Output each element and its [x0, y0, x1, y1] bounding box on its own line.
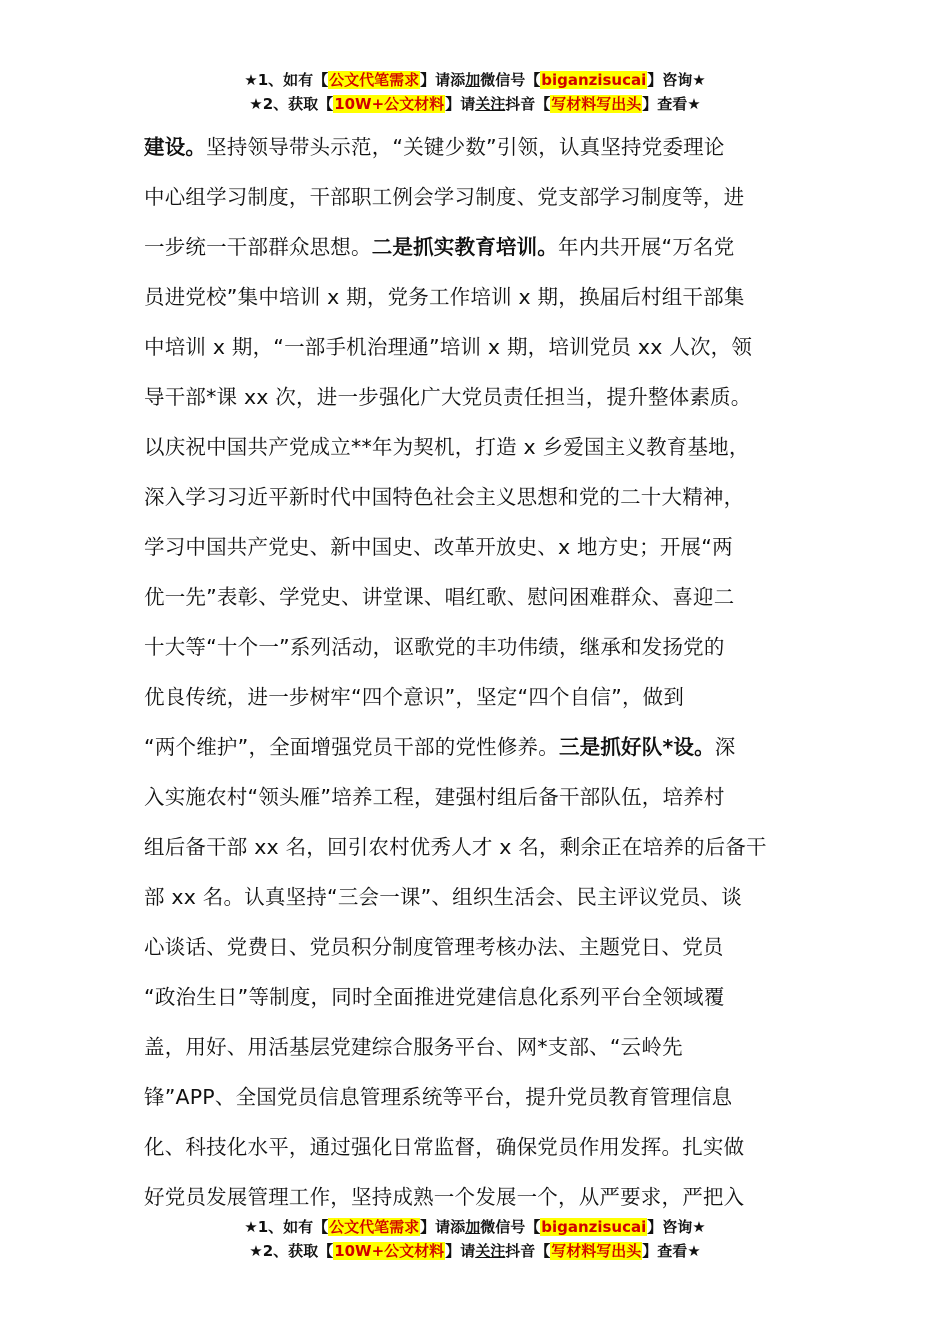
- body-line: [144, 322, 808, 372]
- body-line: [144, 772, 808, 822]
- body-line: [144, 172, 808, 222]
- banner-underlined: 加: [465, 71, 481, 89]
- body-line: [144, 672, 808, 722]
- text-run: 组后备干部 xx 名，回引农村优秀人才 x 名，剩余正在培养的后备干: [144, 835, 767, 859]
- text-run: 深: [714, 735, 736, 759]
- text-run: 入实施农村“领头雁”培养工程，建强村组后备干部队伍，培养村: [144, 785, 725, 809]
- text-run: “政治生日”等制度，同时全面推进党建信息化系列平台全领域覆: [144, 985, 725, 1009]
- banner-highlight: biganzisucai: [541, 1218, 647, 1236]
- text-run: 以庆祝中国共产党成立**年为契机，打造 x 乡爱国主义教育基地，: [144, 435, 750, 459]
- banner-text: ★1、如有【: [244, 1218, 329, 1236]
- banner-text: 】查看★: [642, 95, 701, 113]
- banner-text: 微信号【: [480, 71, 541, 89]
- body-line: [144, 722, 808, 772]
- banner-text: 】请添: [420, 1218, 466, 1236]
- banner-text: 】查看★: [642, 1242, 701, 1260]
- banner-line-2: [0, 92, 950, 116]
- text-run: 锋”APP、全国党员信息管理系统等平台，提升党员教育管理信息: [144, 1085, 733, 1109]
- banner-highlight: 10W+公文材料: [334, 1242, 445, 1260]
- text-run: 中培训 x 期，“一部手机治理通”培训 x 期，培训党员 xx 人次，领: [144, 335, 753, 359]
- body-line: [144, 872, 808, 922]
- bold-run: 二是抓实教育培训。: [371, 235, 559, 259]
- banner-text: 】咨询★: [647, 1218, 706, 1236]
- text-run: 优良传统，进一步树牢“四个意识”，坚定“四个自信”，做到: [144, 685, 685, 709]
- banner-text: 抖音【: [505, 1242, 551, 1260]
- banner-text: 微信号【: [480, 1218, 541, 1236]
- banner-text: ★2、获取【: [249, 1242, 334, 1260]
- text-run: 一步统一干部群众思想。: [144, 235, 372, 259]
- body-line: [144, 1122, 808, 1172]
- text-run: 盖，用好、用活基层党建综合服务平台、网*支部、“云岭先: [144, 1035, 683, 1059]
- body-line: [144, 1022, 808, 1072]
- body-line: [144, 922, 808, 972]
- banner-highlight: 写材料写出头: [551, 95, 642, 113]
- banner-highlight: 公文代笔需求: [329, 1218, 420, 1236]
- banner-highlight: 公文代笔需求: [329, 71, 420, 89]
- banner-text: ★1、如有【: [244, 71, 329, 89]
- body-line: [144, 272, 808, 322]
- body-line: [144, 572, 808, 622]
- header-banner: [0, 68, 950, 116]
- text-run: 导干部*课 xx 次，进一步强化广大党员责任担当，提升整体素质。: [144, 385, 752, 409]
- banner-text: 】请添: [420, 71, 466, 89]
- body-line: [144, 422, 808, 472]
- banner-underlined: 关注: [475, 1242, 506, 1260]
- body-line: [144, 472, 808, 522]
- body-line: [144, 122, 808, 172]
- body-line: [144, 972, 808, 1022]
- body-line: [144, 622, 808, 672]
- text-run: 好党员发展管理工作，坚持成熟一个发展一个，从严要求，严把入: [144, 1185, 745, 1209]
- banner-text: 】请: [445, 1242, 476, 1260]
- banner-text: 抖音【: [505, 95, 551, 113]
- body-line: [144, 372, 808, 422]
- banner-text: ★2、获取【: [249, 95, 334, 113]
- text-run: 部 xx 名。认真坚持“三会一课”、组织生活会、民主评议党员、谈: [144, 885, 742, 909]
- banner-line-2: [0, 1239, 950, 1263]
- body-line: [144, 822, 808, 872]
- banner-underlined: 加: [465, 1218, 481, 1236]
- document-body: [144, 122, 808, 1222]
- banner-underlined: 关注: [475, 95, 506, 113]
- banner-highlight: biganzisucai: [541, 71, 647, 89]
- text-run: 深入学习习近平新时代中国特色社会主义思想和党的二十大精神，: [144, 485, 745, 509]
- banner-line-1: [0, 68, 950, 92]
- text-run: 中心组学习制度，干部职工例会学习制度、党支部学习制度等，进: [144, 185, 745, 209]
- bold-run: 建设。: [144, 135, 207, 159]
- banner-highlight: 10W+公文材料: [334, 95, 445, 113]
- banner-text: 】请: [445, 95, 476, 113]
- body-line: [144, 222, 808, 272]
- body-line: [144, 1072, 808, 1122]
- banner-highlight: 写材料写出头: [551, 1242, 642, 1260]
- text-run: 化、科技化水平，通过强化日常监督，确保党员作用发挥。扎实做: [144, 1135, 745, 1159]
- text-run: 坚持领导带头示范，“关键少数”引领，认真坚持党委理论: [206, 135, 725, 159]
- banner-line-1: [0, 1215, 950, 1239]
- text-run: 心谈话、党费日、党员积分制度管理考核办法、主题党日、党员: [144, 935, 724, 959]
- footer-banner: [0, 1215, 950, 1263]
- text-run: 员进党校”集中培训 x 期，党务工作培训 x 期，换届后村组干部集: [144, 285, 745, 309]
- banner-text: 】咨询★: [647, 71, 706, 89]
- text-run: 学习中国共产党史、新中国史、改革开放史、x 地方史；开展“两: [144, 535, 733, 559]
- text-run: “两个维护”，全面增强党员干部的党性修养。: [144, 735, 559, 759]
- text-run: 十大等“十个一”系列活动，讴歌党的丰功伟绩，继承和发扬党的: [144, 635, 725, 659]
- text-run: 优一先”表彰、学党史、讲堂课、唱红歌、慰问困难群众、喜迎二: [144, 585, 735, 609]
- bold-run: 三是抓好队*设。: [558, 735, 715, 759]
- text-run: 年内共开展“万名党: [558, 235, 735, 259]
- body-line: [144, 522, 808, 572]
